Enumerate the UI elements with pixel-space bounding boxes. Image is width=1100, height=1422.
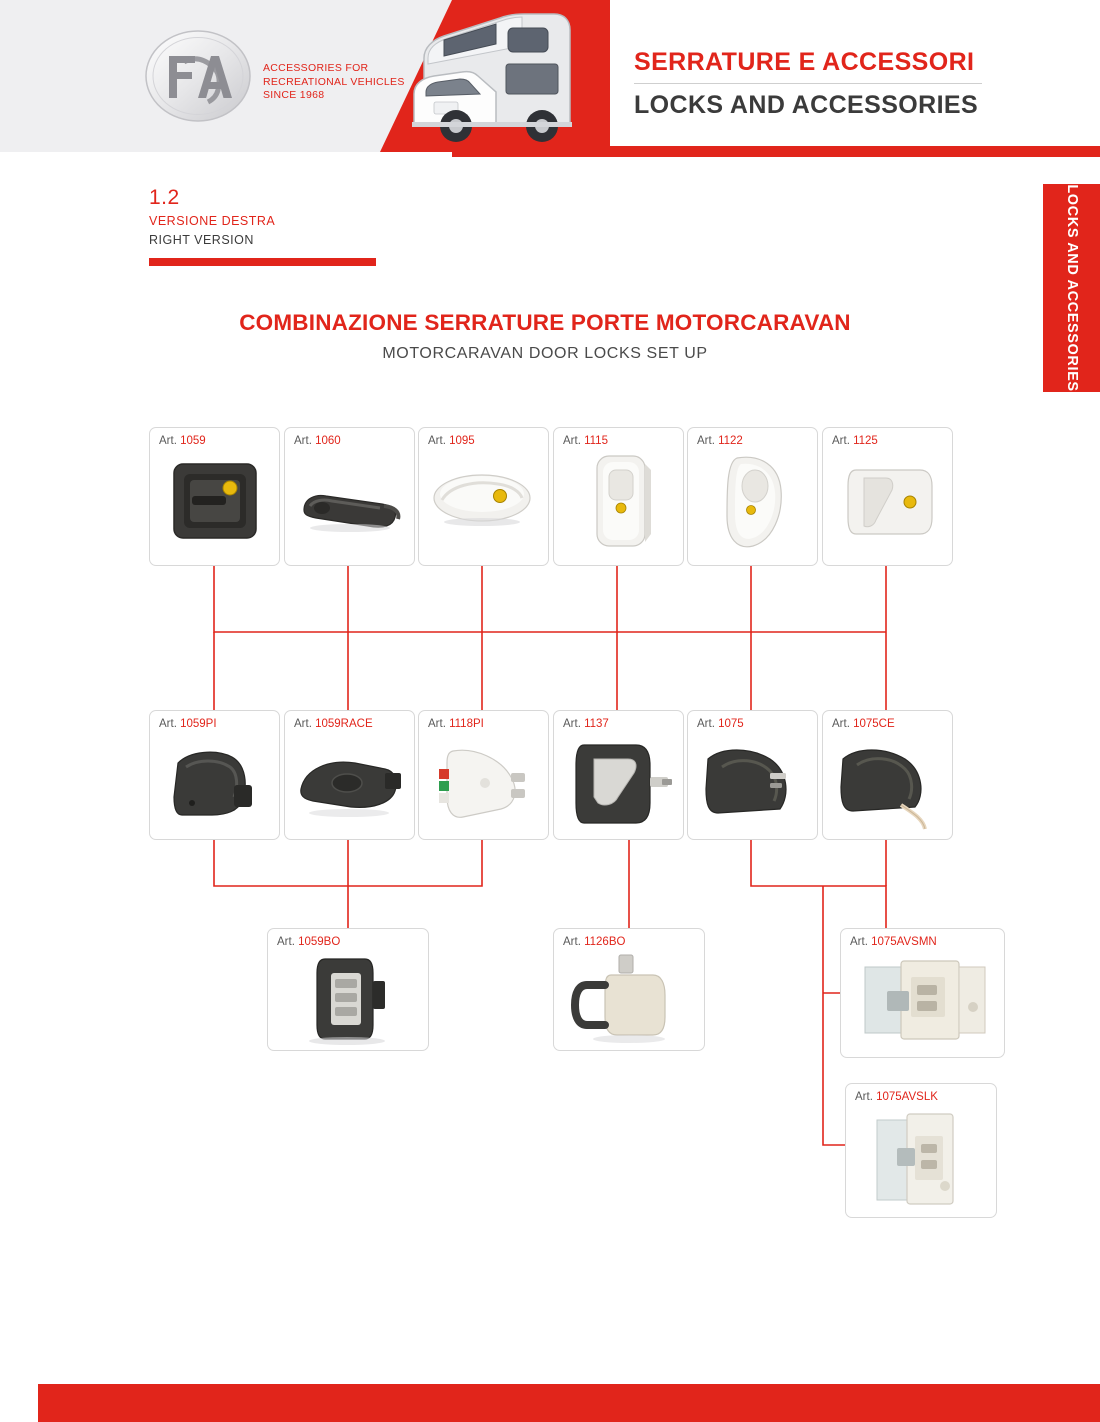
side-tab-label: LOCKS AND ACCESSORIES bbox=[1063, 184, 1080, 392]
strike-plate-1059bo-icon bbox=[268, 951, 428, 1046]
card-code: 1137 bbox=[584, 718, 609, 730]
rounded-handle-white-icon bbox=[688, 450, 817, 561]
footer-bar bbox=[38, 1384, 1100, 1422]
product-card-1126bo[interactable] bbox=[553, 928, 705, 1051]
product-card-1059bo[interactable] bbox=[267, 928, 429, 1051]
card-code: 1059PI bbox=[180, 718, 217, 730]
section-number: 1.2 bbox=[149, 186, 180, 209]
product-card-1095[interactable] bbox=[418, 427, 549, 566]
card-label: Art. 1060 bbox=[294, 435, 341, 447]
product-card-1075[interactable] bbox=[687, 710, 818, 840]
striker-1126bo-icon bbox=[554, 951, 704, 1046]
card-label: Art. 1137 bbox=[563, 718, 609, 730]
product-card-1075avsmn[interactable] bbox=[840, 928, 1005, 1058]
card-code: 1075AVSLK bbox=[876, 1091, 938, 1103]
lever-handle-white-icon bbox=[823, 450, 952, 561]
card-label: Art. 1126BO bbox=[563, 936, 626, 948]
card-code: 1122 bbox=[718, 435, 743, 447]
page-title-it: COMBINAZIONE SERRATURE PORTE MOTORCARAVAN bbox=[239, 310, 851, 335]
card-label: Art. 1059PI bbox=[159, 718, 217, 730]
header-title-en: LOCKS AND ACCESSORIES bbox=[634, 91, 979, 119]
header-title-it: SERRATURE E ACCESSORI bbox=[634, 48, 975, 76]
logo-tagline: ACCESSORIES FOR RECREATIONAL VEHICLES SINCE 1968 bbox=[263, 62, 405, 101]
card-code: 1060 bbox=[315, 435, 341, 447]
lock-body-1118pi-icon bbox=[419, 733, 548, 835]
section-subtitle-it: VERSIONE DESTRA bbox=[149, 214, 276, 228]
product-card-1059pi[interactable] bbox=[149, 710, 280, 840]
product-card-1059[interactable] bbox=[149, 427, 280, 566]
card-label: Art. 1075AVSLK bbox=[855, 1091, 938, 1103]
rect-handle-white-icon bbox=[554, 450, 683, 561]
card-code: 1059BO bbox=[298, 936, 341, 948]
lock-body-1075ce-icon bbox=[823, 733, 952, 835]
product-card-1115[interactable] bbox=[553, 427, 684, 566]
card-code: 1095 bbox=[449, 435, 475, 447]
card-code: 1075CE bbox=[853, 718, 895, 730]
product-card-1118pi[interactable] bbox=[418, 710, 549, 840]
card-label: Art. 1075CE bbox=[832, 718, 895, 730]
lock-body-1075-icon bbox=[688, 733, 817, 835]
door-handle-black-icon bbox=[285, 450, 414, 561]
card-label: Art. 1115 bbox=[563, 435, 608, 447]
card-code: 1126BO bbox=[584, 936, 626, 948]
lock-body-1137-icon bbox=[554, 733, 683, 835]
card-label: Art. 1075 bbox=[697, 718, 744, 730]
actuator-1075avsmn-icon bbox=[841, 951, 1004, 1053]
card-code: 1125 bbox=[853, 435, 878, 447]
lock-body-1059race-icon bbox=[285, 733, 414, 835]
card-label: Art. 1122 bbox=[697, 435, 743, 447]
oval-handle-white-icon bbox=[419, 450, 548, 561]
card-code: 1115 bbox=[584, 435, 608, 447]
page-title-en: MOTORCARAVAN DOOR LOCKS SET UP bbox=[382, 345, 708, 362]
card-code: 1075 bbox=[718, 718, 744, 730]
card-label: Art. 1125 bbox=[832, 435, 878, 447]
actuator-1075avslk-icon bbox=[846, 1106, 996, 1213]
card-label: Art. 1075AVSMN bbox=[850, 936, 937, 948]
product-card-1060[interactable] bbox=[284, 427, 415, 566]
section-subtitle-en: RIGHT VERSION bbox=[149, 233, 254, 247]
card-code: 1075AVSMN bbox=[871, 936, 937, 948]
card-label: Art. 1059 bbox=[159, 435, 206, 447]
card-code: 1059 bbox=[180, 435, 206, 447]
card-label: Art. 1118PI bbox=[428, 718, 484, 730]
flush-latch-black-icon bbox=[150, 450, 279, 561]
product-card-1137[interactable] bbox=[553, 710, 684, 840]
card-label: Art. 1059BO bbox=[277, 936, 341, 948]
card-label: Art. 1059RACE bbox=[294, 718, 373, 730]
product-card-1075avslk[interactable] bbox=[845, 1083, 997, 1218]
card-label: Art. 1095 bbox=[428, 435, 475, 447]
card-code: 1059RACE bbox=[315, 718, 373, 730]
product-card-1059race[interactable] bbox=[284, 710, 415, 840]
lock-body-1059pi-icon bbox=[150, 733, 279, 835]
product-card-1075ce[interactable] bbox=[822, 710, 953, 840]
product-card-1125[interactable] bbox=[822, 427, 953, 566]
product-card-1122[interactable] bbox=[687, 427, 818, 566]
card-code: 1118PI bbox=[449, 718, 484, 730]
